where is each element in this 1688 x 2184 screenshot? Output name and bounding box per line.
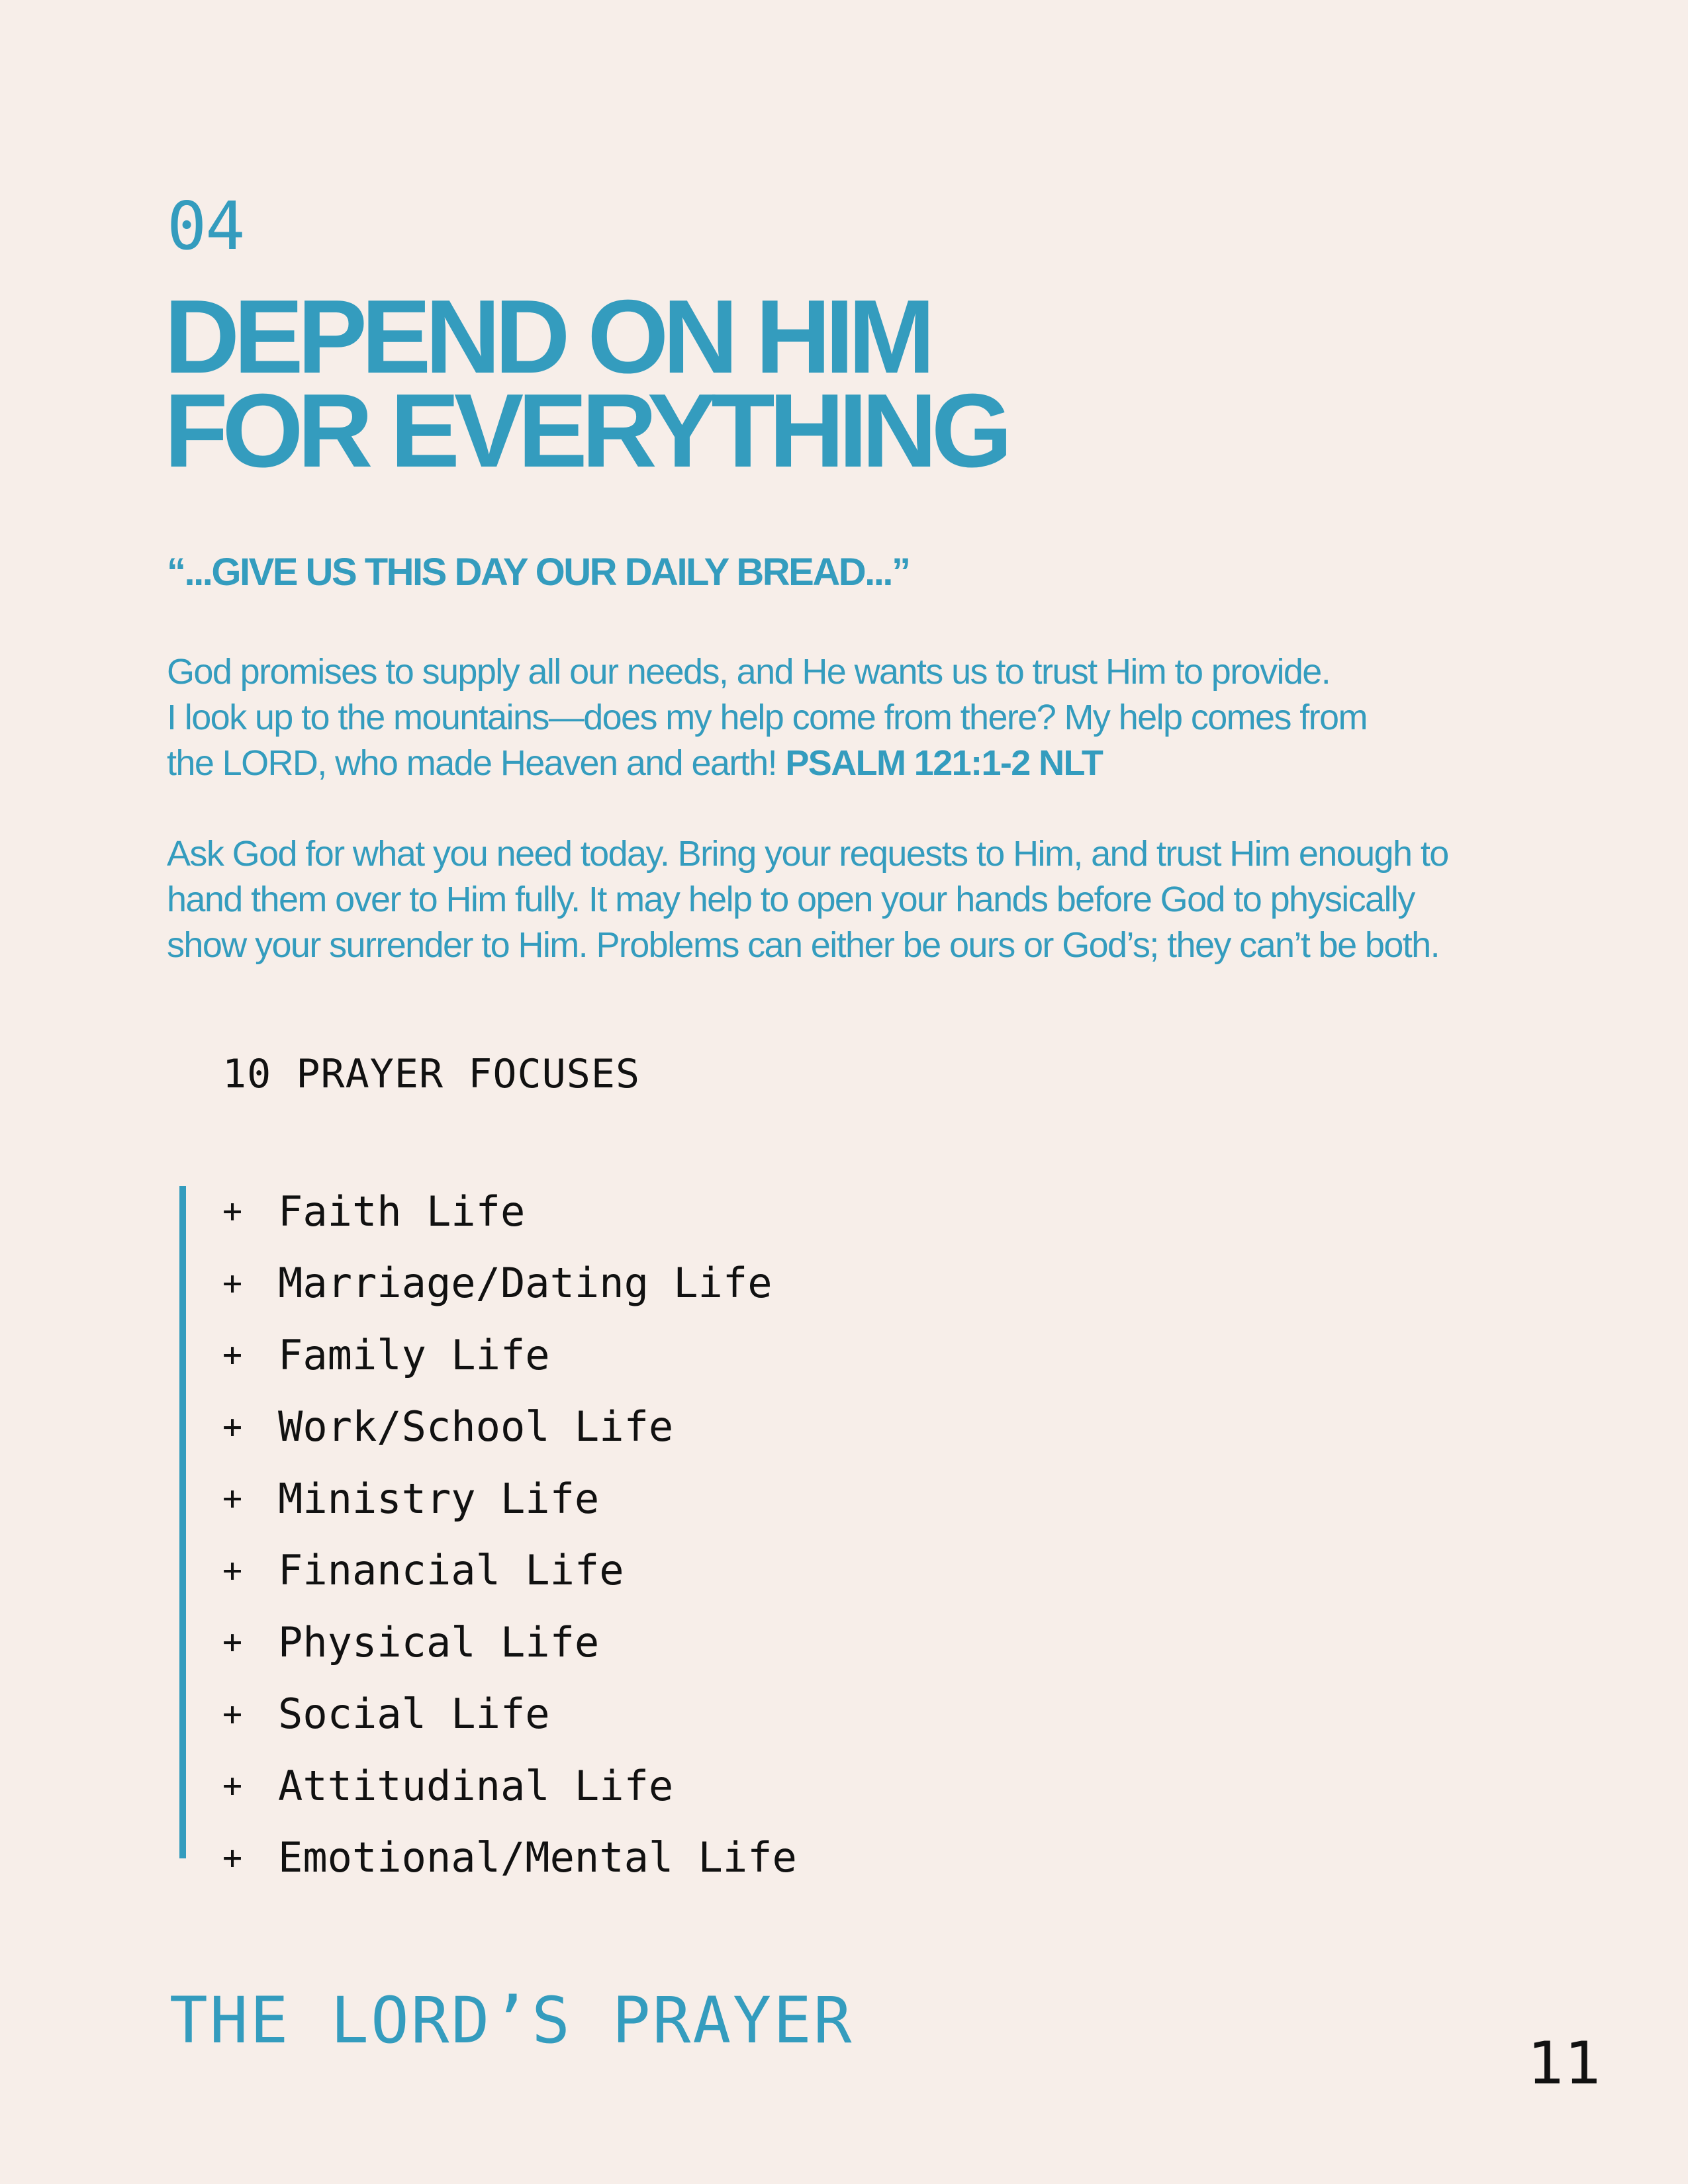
plus-icon: + — [222, 1407, 243, 1446]
list-item — [222, 1319, 797, 1391]
plus-icon: + — [222, 1766, 243, 1805]
list-item-label: Faith Life — [278, 1187, 526, 1236]
plus-icon: + — [222, 1263, 243, 1302]
page-title — [164, 279, 1007, 489]
instruction-line-1: Ask God for what you need today. Bring your requests to Him, and trust Him enough to — [167, 834, 1448, 874]
prayer-focuses-heading: 10 PRAYER FOCUSES — [222, 1051, 641, 1097]
scripture-reference: PSALM 121:1-2 NLT — [785, 743, 1103, 783]
plus-icon: + — [222, 1192, 243, 1231]
list-item-label: Physical Life — [278, 1617, 600, 1666]
list-item — [222, 1606, 797, 1678]
intro-line-3 — [167, 741, 1544, 786]
instruction-line-3: show your surrender to Him. Problems can either be ours or God’s; they can’t be both. — [167, 925, 1440, 965]
plus-icon: + — [222, 1479, 243, 1518]
list-item-label: Emotional/Mental Life — [278, 1833, 797, 1882]
list-item-label: Financial Life — [278, 1546, 624, 1595]
list-item — [222, 1391, 797, 1463]
list-item-label: Attitudinal Life — [278, 1761, 674, 1810]
plus-icon: + — [222, 1336, 243, 1375]
list-item — [222, 1248, 797, 1320]
footer-title: THE LORD’S PRAYER — [169, 1983, 854, 2058]
plus-icon: + — [222, 1623, 243, 1662]
focus-list-accent-bar — [179, 1186, 186, 1858]
list-item-label: Work/School Life — [278, 1402, 674, 1451]
intro-paragraph — [167, 649, 1544, 786]
intro-line-2: I look up to the mountains—does my help come from there? My help comes from — [167, 698, 1367, 737]
list-item-label: Marriage/Dating Life — [278, 1259, 773, 1308]
list-item-label: Family Life — [278, 1330, 550, 1379]
page-title-line-1: DEPEND ON HIM — [164, 279, 929, 395]
instruction-paragraph — [167, 831, 1544, 968]
instruction-line-2: hand them over to Him fully. It may help to open your hands before God to physically — [167, 880, 1415, 919]
intro-line-1: God promises to supply all our needs, and He wants us to trust Him to provide. — [167, 652, 1331, 692]
prayer-focus-list — [222, 1175, 797, 1893]
list-item — [222, 1463, 797, 1535]
list-item — [222, 1750, 797, 1822]
list-item — [222, 1822, 797, 1894]
list-item-label: Ministry Life — [278, 1474, 600, 1523]
plus-icon: + — [222, 1694, 243, 1733]
verse-quote: “...GIVE US THIS DAY OUR DAILY BREAD...” — [167, 551, 910, 594]
list-item — [222, 1175, 797, 1248]
intro-line-3-text: the LORD, who made Heaven and earth! — [167, 743, 776, 783]
plus-icon: + — [222, 1551, 243, 1590]
section-number: 04 — [167, 187, 244, 265]
list-item — [222, 1678, 797, 1751]
list-item-label: Social Life — [278, 1690, 550, 1739]
plus-icon: + — [222, 1838, 243, 1877]
page-title-line-2: FOR EVERYTHING — [164, 373, 1007, 489]
page-number: 11 — [1528, 2029, 1602, 2097]
list-item — [222, 1535, 797, 1607]
